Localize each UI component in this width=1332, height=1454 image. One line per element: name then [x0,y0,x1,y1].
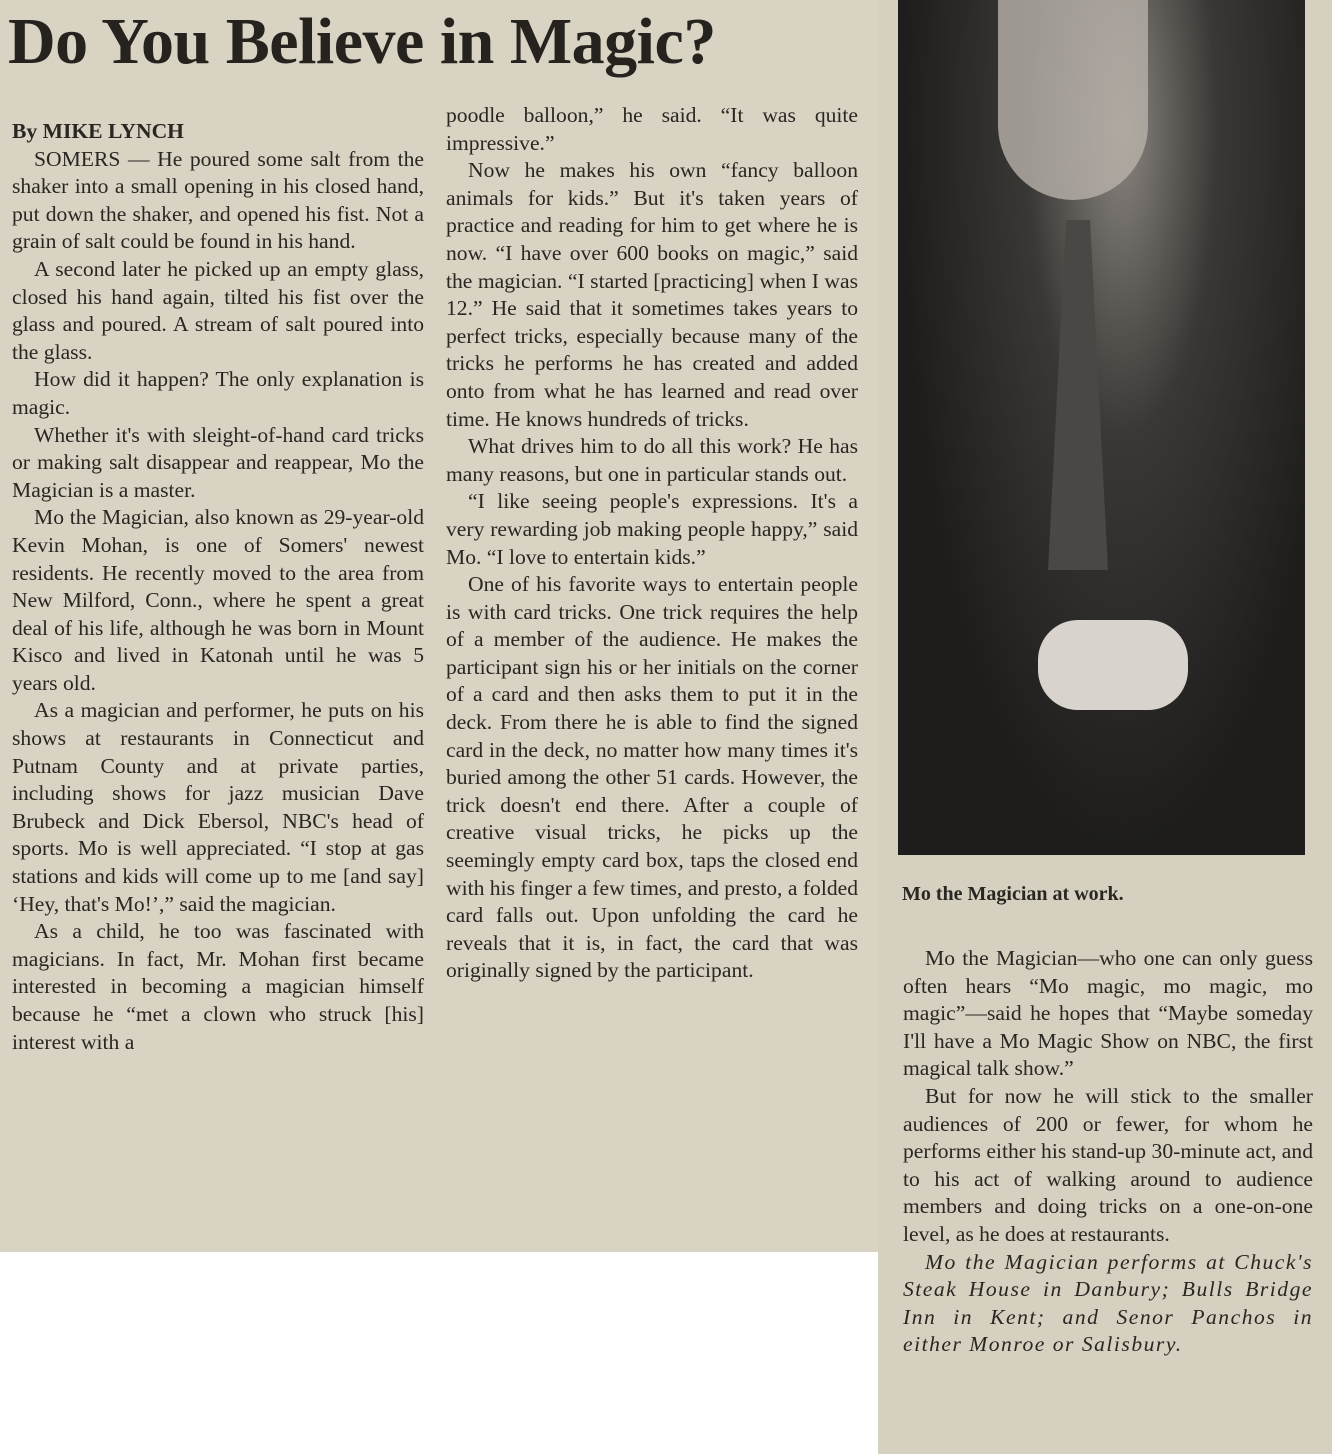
paragraph: One of his favorite ways to entertain people is with card tricks. One trick requires the help of a member of the audience. He makes the participant sign his or her initials on the corner of a card and then asks them to put it in the deck. From there he is able to find the signed card in the deck, no matter how many times it's buried among the other 51 cards. However, the trick doesn't end there. After a couple of creative visual tricks, he picks up the seemingly empty card box, taps the closed end with his finger a few times, and presto, a folded card falls out. Upon unfolding the card he reveals that it is, in fact, the card that was originally signed by the participant. [446,572,858,983]
photo-face [998,0,1148,200]
paragraph: What drives him to do all this work? He has many reasons, but one in particular stands out. [446,434,858,486]
byline: By MIKE LYNCH [12,119,184,143]
photo-hand-with-cards [1038,620,1188,710]
paragraph: Mo the Magician—who one can only guess often hears “Mo magic, mo magic, mo magic”—said he hopes that “Maybe someday I'll have a Mo Magic Show on NBC, the first magical talk show.” [903,946,1313,1081]
article-column-2 [446,102,858,985]
paragraph: A second later he picked up an empty glass, closed his hand again, tilted his fist over the glass and poured. A stream of salt poured into the glass. [12,256,424,364]
article-column-3 [903,945,1313,1359]
magician-photo [898,0,1305,855]
photo-tie [1048,220,1108,570]
paragraph: Mo the Magician, also known as 29-year-old Kevin Mohan, is one of Somers' newest residents. He recently moved to the area from New Milford, Conn., where he spent a great deal of his life, although he was born in Mount Kisco and lived in Katonah until he was 5 years old. [12,505,424,695]
paragraph: But for now he will stick to the smaller audiences of 200 or fewer, for whom he performs either his stand-up 30-minute act, and to his act of walking around to audience members and doing tricks on a one-on-one level, as he does at restaurants. [903,1083,1313,1246]
article-column-1 [12,118,424,1056]
paragraph: Now he makes his own “fancy balloon animals for kids.” But it's taken years of practice and reading for him to get where he is now. “I have over 600 books on magic,” said the magician. “I started [practicing] when I was 12.” He said that it sometimes takes years to perfect tricks, especially because many of the tricks he performs he has created and added onto from what he has learned and read over time. He knows hundreds of tricks. [446,158,858,431]
paragraph: “I like seeing people's expressions. It's a very rewarding job making people happy,” said Mo. “I love to entertain kids.” [446,489,858,569]
headline: Do You Believe in Magic? [8,5,716,78]
paragraph: poodle balloon,” he said. “It was quite impressive.” [446,103,858,155]
paragraph: As a child, he too was fascinated with magicians. In fact, Mr. Mohan first became interested in becoming a magician himself because he “met a clown who struck [his] interest with a [12,919,424,1054]
photo-caption: Mo the Magician at work. [902,883,1124,905]
paragraph: How did it happen? The only explanation is magic. [12,367,424,419]
venue-note: Mo the Magician performs at Chuck's Steak House in Danbury; Bulls Bridge Inn in Kent; and Senor Panchos in either Monroe or Salisbury. [903,1249,1313,1357]
paragraph: Whether it's with sleight-of-hand card tricks or making salt disappear and reappear, Mo the Magician is a master. [12,422,424,502]
paragraph: As a magician and performer, he puts on his shows at restaurants in Connecticut and Putnam County and at private parties, including shows for jazz musician Dave Brubeck and Dick Ebersol, NBC's head of sports. Mo is well appreciated. “I stop at gas stations and kids will come up to me [and say] ‘Hey, that's Mo!’,” said the magician. [12,698,424,916]
paragraph: SOMERS — He poured some salt from the shaker into a small opening in his closed hand, put down the shaker, and opened his fist. Not a grain of salt could be found in his hand. [12,146,424,254]
